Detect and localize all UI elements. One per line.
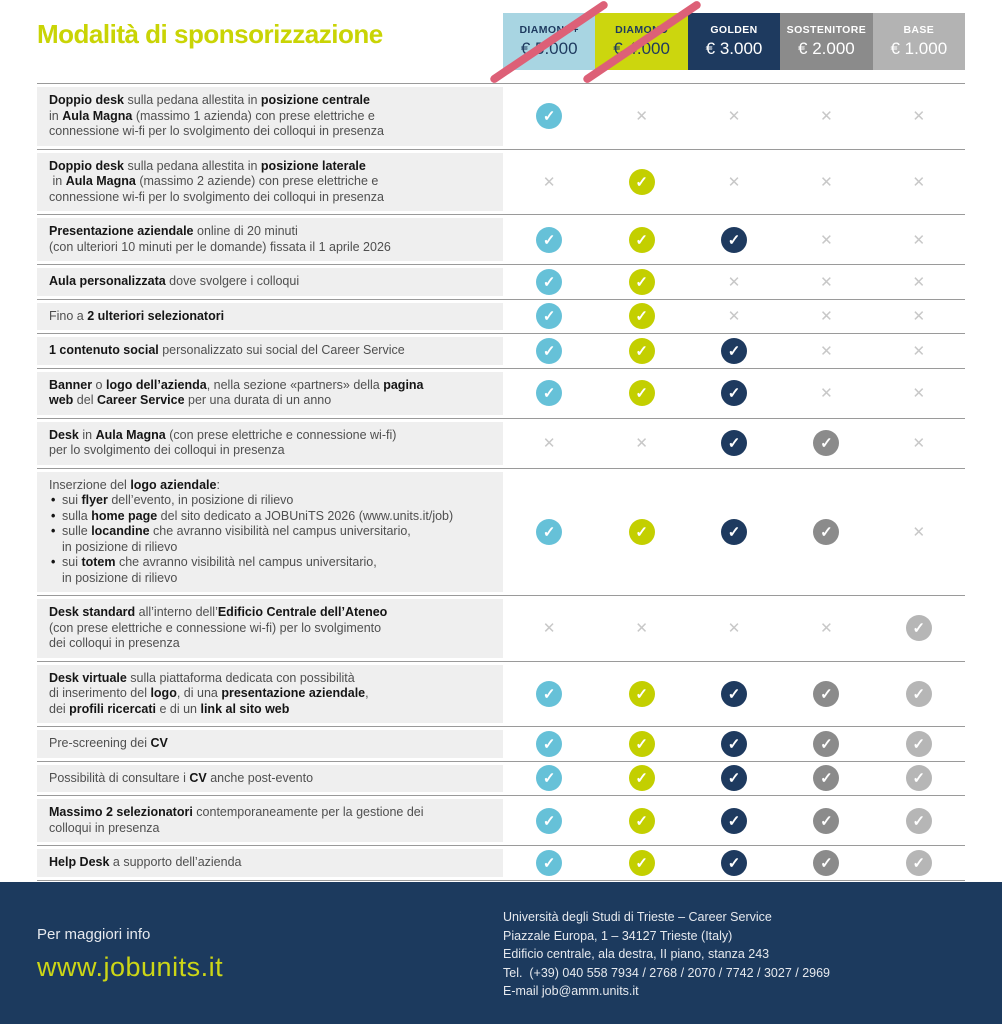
x-icon: ✕ <box>912 385 926 402</box>
included-cell <box>595 268 687 296</box>
included-cell <box>595 665 687 724</box>
included-cell <box>503 87 595 146</box>
included-cell <box>873 599 965 658</box>
included-cell <box>503 337 595 365</box>
x-icon: ✕ <box>912 273 926 291</box>
excluded-cell <box>873 372 965 415</box>
included-cell <box>595 730 687 758</box>
row-marks <box>503 153 965 212</box>
header-area <box>0 0 1002 70</box>
check-icon: ✓ <box>813 731 839 757</box>
excluded-cell <box>780 303 872 331</box>
check-icon: ✓ <box>629 765 655 791</box>
x-icon: ✕ <box>727 108 741 126</box>
feature-description: Banner o logo dell’azienda, nella sezione «partners» della pagina web del Career Service per una durata di un anno <box>37 372 503 415</box>
x-icon: ✕ <box>635 435 648 452</box>
footer-contact-line: Università degli Studi di Trieste – Career Service <box>503 910 772 924</box>
row-marks <box>503 730 965 758</box>
included-cell <box>503 765 595 793</box>
check-icon: ✓ <box>629 169 655 195</box>
excluded-cell <box>595 422 687 465</box>
excluded-cell <box>780 372 872 415</box>
included-cell <box>503 472 595 593</box>
check-icon: ✓ <box>721 681 747 707</box>
feature-description: Pre-screening dei CV <box>37 730 503 758</box>
excluded-cell <box>503 422 595 465</box>
excluded-cell <box>873 153 965 212</box>
tier-price: € 2.000 <box>798 39 855 58</box>
tier-header-row <box>503 13 965 70</box>
x-icon: ✕ <box>727 308 741 326</box>
excluded-cell <box>873 422 965 465</box>
table-row <box>37 596 965 662</box>
excluded-cell <box>688 268 780 296</box>
included-cell <box>780 849 872 877</box>
check-icon: ✓ <box>721 731 747 757</box>
x-icon: ✕ <box>912 173 926 191</box>
included-cell <box>780 765 872 793</box>
included-cell <box>688 337 780 365</box>
check-icon: ✓ <box>721 765 747 791</box>
row-marks <box>503 422 965 465</box>
included-cell <box>688 422 780 465</box>
table-row <box>37 762 965 797</box>
row-marks <box>503 372 965 415</box>
included-cell <box>503 218 595 261</box>
check-icon: ✓ <box>813 430 839 456</box>
x-icon: ✕ <box>820 342 833 360</box>
footer-contact-block <box>503 908 830 1001</box>
x-icon: ✕ <box>727 620 741 638</box>
x-icon: ✕ <box>820 108 833 126</box>
excluded-cell <box>873 303 965 331</box>
check-icon: ✓ <box>536 731 562 757</box>
tier-header-diamond <box>595 13 687 70</box>
tier-header-base <box>873 13 965 70</box>
check-icon: ✓ <box>629 227 655 253</box>
included-cell <box>503 730 595 758</box>
tier-header-diamond-plus <box>503 13 595 70</box>
excluded-cell <box>873 472 965 593</box>
check-icon: ✓ <box>813 765 839 791</box>
check-icon: ✓ <box>629 303 655 329</box>
included-cell <box>688 765 780 793</box>
footer-contact-line: Tel. (+39) 040 558 7934 / 2768 / 2070 / 7742 / 3027 / 2969 <box>503 965 830 980</box>
footer <box>0 882 1002 1024</box>
included-cell <box>503 799 595 842</box>
feature-description: Help Desk a supporto dell’azienda <box>37 849 503 877</box>
included-cell <box>503 303 595 331</box>
feature-description: Inserzione del logo aziendale: • sui flyer dell’evento, in posizione di rilievo • sulla home page del sito dedicato a JOBUniTS 2026 (www.units.it/job) • sulle locandine che avranno visibilità nel campus universitario, in posizione di rilievo • sui totem che avranno visibilità nel campus universitario, in posizione di rilievo <box>37 472 503 593</box>
included-cell <box>780 799 872 842</box>
included-cell <box>503 372 595 415</box>
table-row <box>37 334 965 369</box>
check-icon: ✓ <box>536 303 562 329</box>
included-cell <box>688 218 780 261</box>
check-icon: ✓ <box>629 380 655 406</box>
table-row <box>37 419 965 469</box>
check-icon: ✓ <box>721 519 747 545</box>
row-marks <box>503 218 965 261</box>
table-row <box>37 662 965 728</box>
footer-info-block <box>37 926 223 983</box>
excluded-cell <box>688 153 780 212</box>
feature-description: Presentazione aziendale online di 20 minuti (con ulteriori 10 minuti per le domande) fissata il 1 aprile 2026 <box>37 218 503 261</box>
check-icon: ✓ <box>536 380 562 406</box>
row-marks <box>503 799 965 842</box>
check-icon: ✓ <box>629 731 655 757</box>
tier-name: DIAMOND+ <box>519 24 579 36</box>
included-cell <box>688 730 780 758</box>
excluded-cell <box>873 87 965 146</box>
x-icon: ✕ <box>820 173 833 191</box>
table-row <box>37 150 965 216</box>
included-cell <box>780 665 872 724</box>
row-marks <box>503 765 965 793</box>
feature-description: Aula personalizzata dove svolgere i colloqui <box>37 268 503 296</box>
excluded-cell <box>873 268 965 296</box>
check-icon: ✓ <box>629 269 655 295</box>
excluded-cell <box>595 87 687 146</box>
check-icon: ✓ <box>536 227 562 253</box>
excluded-cell <box>780 268 872 296</box>
included-cell <box>688 472 780 593</box>
included-cell <box>873 665 965 724</box>
included-cell <box>873 849 965 877</box>
x-icon: ✕ <box>635 108 648 126</box>
check-icon: ✓ <box>721 380 747 406</box>
tier-price: € 3.000 <box>705 39 763 58</box>
table-row <box>37 727 965 762</box>
check-icon: ✓ <box>721 430 747 456</box>
tier-name: DIAMOND <box>615 24 669 36</box>
tier-price: € 1.000 <box>890 39 948 58</box>
included-cell <box>595 849 687 877</box>
page-title: Modalità di sponsorizzazione <box>37 19 383 49</box>
excluded-cell <box>780 87 872 146</box>
check-icon: ✓ <box>906 850 932 876</box>
footer-info-label: Per maggiori info <box>37 926 151 943</box>
feature-description: Possibilità di consultare i CV anche post-evento <box>37 765 503 793</box>
included-cell <box>595 218 687 261</box>
excluded-cell <box>780 218 872 261</box>
table-row <box>37 265 965 300</box>
included-cell <box>503 268 595 296</box>
row-marks <box>503 472 965 593</box>
excluded-cell <box>780 153 872 212</box>
x-icon: ✕ <box>820 308 833 326</box>
check-icon: ✓ <box>721 338 747 364</box>
row-marks <box>503 303 965 331</box>
included-cell <box>688 799 780 842</box>
included-cell <box>780 422 872 465</box>
check-icon: ✓ <box>721 808 747 834</box>
included-cell <box>595 303 687 331</box>
check-icon: ✓ <box>906 731 932 757</box>
included-cell <box>595 337 687 365</box>
check-icon: ✓ <box>536 338 562 364</box>
x-icon: ✕ <box>820 620 833 638</box>
included-cell <box>595 372 687 415</box>
check-icon: ✓ <box>536 850 562 876</box>
check-icon: ✓ <box>536 681 562 707</box>
included-cell <box>595 153 687 212</box>
included-cell <box>595 765 687 793</box>
x-icon: ✕ <box>542 173 556 191</box>
included-cell <box>688 665 780 724</box>
check-icon: ✓ <box>629 519 655 545</box>
check-icon: ✓ <box>906 808 932 834</box>
check-icon: ✓ <box>536 103 562 129</box>
excluded-cell <box>688 303 780 331</box>
tier-name: GOLDEN <box>710 24 758 36</box>
sponsorship-table <box>37 83 965 881</box>
table-row <box>37 846 965 881</box>
tier-price: € 5.000 <box>520 39 578 58</box>
excluded-cell <box>780 599 872 658</box>
check-icon: ✓ <box>721 850 747 876</box>
table-row <box>37 300 965 335</box>
excluded-cell <box>503 153 595 212</box>
check-icon: ✓ <box>906 681 932 707</box>
footer-contact-line: Piazzale Europa, 1 – 34127 Trieste (Italy) <box>503 928 733 943</box>
x-icon: ✕ <box>912 308 926 326</box>
x-icon: ✕ <box>727 173 741 191</box>
feature-description: Desk standard all’interno dell’Edificio Centrale dell’Ateneo (con prese elettriche e connessione wi-fi) per lo svolgimento dei colloqui in presenza <box>37 599 503 658</box>
row-marks <box>503 268 965 296</box>
x-icon: ✕ <box>820 385 833 402</box>
tier-price: € 4.000 <box>613 39 670 58</box>
check-icon: ✓ <box>629 681 655 707</box>
included-cell <box>688 372 780 415</box>
footer-contact-line: E-mail job@amm.units.it <box>503 984 639 998</box>
check-icon: ✓ <box>813 850 839 876</box>
check-icon: ✓ <box>536 808 562 834</box>
excluded-cell <box>873 218 965 261</box>
check-icon: ✓ <box>813 519 839 545</box>
included-cell <box>873 730 965 758</box>
footer-contact-line: Edificio centrale, ala destra, II piano, stanza 243 <box>503 947 770 961</box>
x-icon: ✕ <box>820 231 833 249</box>
footer-website-link[interactable]: www.jobunits.it <box>37 952 224 982</box>
x-icon: ✕ <box>912 231 926 249</box>
row-marks <box>503 87 965 146</box>
check-icon: ✓ <box>629 338 655 364</box>
tier-name: BASE <box>903 24 935 36</box>
check-icon: ✓ <box>536 519 562 545</box>
x-icon: ✕ <box>912 342 926 360</box>
check-icon: ✓ <box>906 615 932 641</box>
row-marks <box>503 337 965 365</box>
check-icon: ✓ <box>629 808 655 834</box>
table-row <box>37 369 965 419</box>
x-icon: ✕ <box>912 108 926 126</box>
check-icon: ✓ <box>721 227 747 253</box>
included-cell <box>503 849 595 877</box>
x-icon: ✕ <box>912 523 926 541</box>
excluded-cell <box>595 599 687 658</box>
row-marks <box>503 599 965 658</box>
excluded-cell <box>873 337 965 365</box>
included-cell <box>503 665 595 724</box>
included-cell <box>595 472 687 593</box>
table-row <box>37 215 965 265</box>
feature-description: Massimo 2 selezionatori contemporaneamente per la gestione dei colloqui in presenza <box>37 799 503 842</box>
included-cell <box>688 849 780 877</box>
x-icon: ✕ <box>727 273 741 291</box>
table-row <box>37 469 965 597</box>
x-icon: ✕ <box>542 620 556 638</box>
x-icon: ✕ <box>635 620 648 638</box>
feature-description: Fino a 2 ulteriori selezionatori <box>37 303 503 331</box>
included-cell <box>595 799 687 842</box>
excluded-cell <box>503 599 595 658</box>
feature-description: 1 contenuto social personalizzato sui social del Career Service <box>37 337 503 365</box>
tier-name: SOSTENITORE <box>786 24 867 36</box>
x-icon: ✕ <box>912 435 926 452</box>
feature-description: Doppio desk sulla pedana allestita in posizione centrale in Aula Magna (massimo 1 azienda) con prese elettriche e connessione wi-fi per lo svolgimento dei colloqui in presenza <box>37 87 503 146</box>
check-icon: ✓ <box>906 765 932 791</box>
included-cell <box>780 472 872 593</box>
tier-header-golden <box>688 13 780 70</box>
row-marks <box>503 849 965 877</box>
feature-description: Desk in Aula Magna (con prese elettriche e connessione wi-fi) per lo svolgimento dei colloqui in presenza <box>37 422 503 465</box>
included-cell <box>873 765 965 793</box>
included-cell <box>873 799 965 842</box>
feature-description: Doppio desk sulla pedana allestita in posizione laterale in Aula Magna (massimo 2 aziende) con prese elettriche e connessione wi-fi per lo svolgimento dei colloqui in presenza <box>37 153 503 212</box>
excluded-cell <box>688 87 780 146</box>
table-row <box>37 84 965 150</box>
check-icon: ✓ <box>629 850 655 876</box>
feature-description: Desk virtuale sulla piattaforma dedicata con possibilità di inserimento del logo, di una presentazione aziendale, dei profili ricercati e di un link al sito web <box>37 665 503 724</box>
x-icon: ✕ <box>820 273 833 291</box>
table-row <box>37 796 965 846</box>
included-cell <box>780 730 872 758</box>
check-icon: ✓ <box>536 765 562 791</box>
check-icon: ✓ <box>813 681 839 707</box>
x-icon: ✕ <box>542 435 556 452</box>
tier-header-sostenitore <box>780 13 872 70</box>
excluded-cell <box>688 599 780 658</box>
excluded-cell <box>780 337 872 365</box>
row-marks <box>503 665 965 724</box>
check-icon: ✓ <box>536 269 562 295</box>
check-icon: ✓ <box>813 808 839 834</box>
